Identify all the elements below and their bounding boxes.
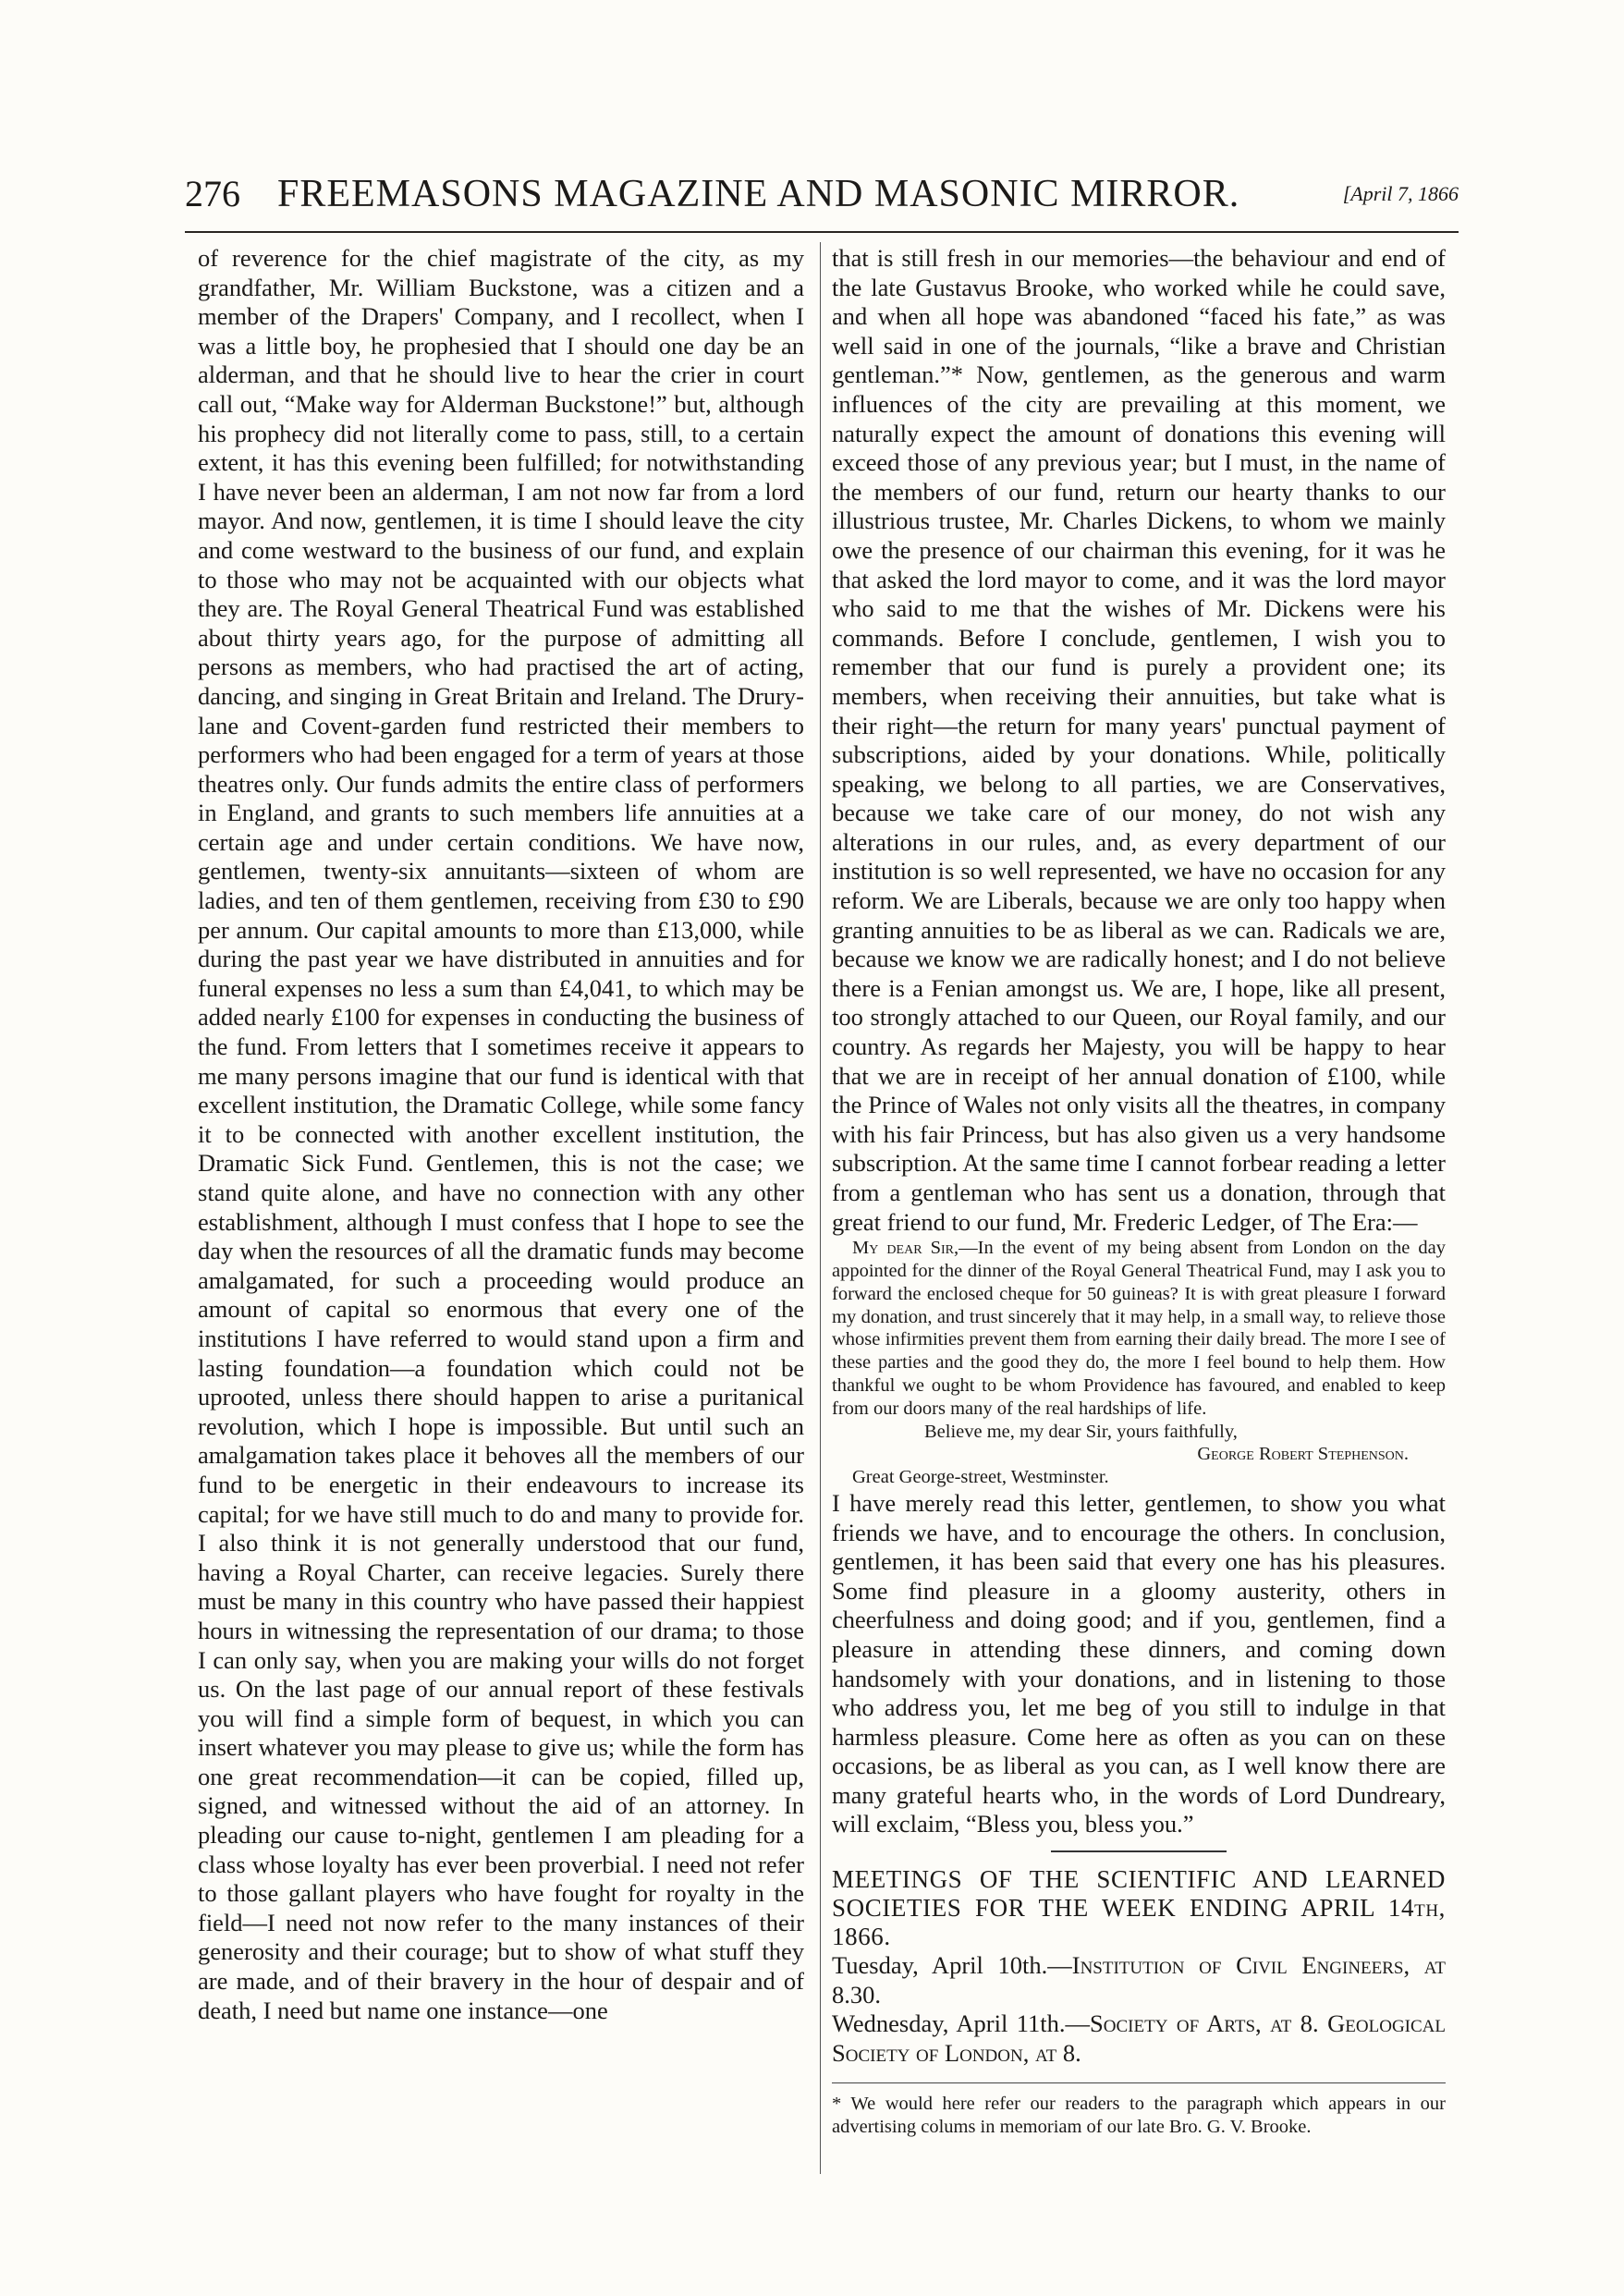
meeting-day: Tuesday, April 10th.— bbox=[832, 1951, 1072, 1980]
left-column-text: of reverence for the chief magistrate of the city, as my grandfather, Mr. William Buckstone, was a citizen and a member of the Drapers' Company, and I recollect, when I was a little boy, he prophesied that I should one day be an alderman, and that he should live to hear the crier in court call out, “Make way for Alderman Buckstone!” but, although his prophecy did not literally come to pass, still, to a certain extent, it has this evening been fulfilled; for notwithstanding I have never been an alderman, I am not now far from a lord mayor. And now, gentlemen, it is time I should leave the city and come westward to the business of our fund, and explain to those who may not be acquainted with our objects what they are. The Royal General Theatrical Fund was established about thirty years ago, for the purpose of admitting all persons as members, who had practised the art of acting, dancing, and singing in Great Britain and Ireland. The Drury-lane and Covent-garden fund restricted their members to performers who had been engaged for a term of years at those theatres only. Our funds admits the entire class of performers in England, and grants to such members life annuities at a certain age and under certain conditions. We have now, gentlemen, twenty-six annuitants—sixteen of whom are ladies, and ten of them gentlemen, receiving from £30 to £90 per annum. Our capital amounts to more than £13,000, while during the past year we have distributed in annuities and for funeral expenses no less a sum than £4,041, to which may be added nearly £100 for expenses in conducting the business of the fund. From letters that I sometimes receive it appears to me many persons imagine that our fund is identical with that excellent institution, the Dramatic College, while some fancy it to be connected with another excellent institution, the Dramatic Sick Fund. Gentlemen, this is not the case; we stand quite alone, and have no connection with any other establishment, although I must confess that I hope to see the day when the resources of all the dramatic funds may become amalgamated, for such a proceeding would produce an amount of capital so enormous that every one of the institutions I have referred to would stand upon a firm and lasting foundation—a foundation which could not be uprooted, unless there should happen to arise a puritanical revolution, which I hope is impossible. But until such an amalgamation takes place it behoves all the members of our fund to be energetic in their endeavours to increase its capital; for we have still much to do and many to provide for. I also think it is not generally understood that our fund, having a Royal Charter, can receive legacies. Surely there must be many in this country who have passed their happiest hours in witnessing the representation of our drama; to those I can only say, when you are making your wills do not forget us. On the last page of our annual report of these festivals you will find a simple form of bequest, in which you can insert whatever you may please to give us; while the form has one great recommendation—it can be copied, filled up, signed, and witnessed without the aid of an attorney. In pleading our cause to-night, gentlemen I am pleading for a class whose loyalty has ever been proverbial. I need not refer to those gallant players who have fought for royalty in the field—I need not now refer to the many instances of their generosity and their courage; but to show of what stuff they are made, and of their bravery in the hour of despair and of death, I need but name one instance—one bbox=[198, 244, 804, 2024]
page-number: 276 bbox=[185, 173, 240, 214]
letter-closing: Believe me, my dear Sir, yours faithfully, bbox=[924, 1421, 1238, 1442]
section-heading-date: 14th, 1866. bbox=[832, 1894, 1446, 1951]
issue-date: [April 7, 1866 bbox=[1342, 182, 1459, 205]
letter-signature: George Robert Stephenson. bbox=[1197, 1444, 1409, 1465]
running-header bbox=[185, 168, 1459, 220]
speech-conclusion: I have merely read this letter, gentlemen, to show you what friends we have, and to encourage the others. In conclusion, gentlemen, it has been said that every one has his pleasures. Some find pleasure in a gloomy austerity, others in cheerfulness and doing good; and if you, gentlemen, find a pleasure in attending these dinners, and coming down handsomely with your donations, and in listening to those who address you, let me beg of you still to indulge in that harmless pleasure. Come here as often as you can on these occasions, be as liberal as you can, as I well know there are many grateful hearts who, in the words of Lord Dundreary, will exclaim, “Bless you, bless you.” bbox=[832, 1488, 1446, 1838]
quoted-letter bbox=[832, 1237, 1446, 1489]
meeting-day: Wednesday, April 11th.— bbox=[832, 2009, 1091, 2038]
letter-salutation: My dear Sir, bbox=[852, 1238, 959, 1259]
left-column bbox=[198, 244, 804, 2025]
meeting-entry bbox=[832, 1951, 1446, 2009]
meeting-society: Society of Arts, at 8. bbox=[1090, 2009, 1319, 2038]
column-separator bbox=[820, 242, 821, 2174]
meeting-society: Geological Society of London, at 8. bbox=[832, 2009, 1446, 2067]
section-heading bbox=[832, 1865, 1446, 1951]
footnote-rule bbox=[832, 2082, 1446, 2083]
speech-continuation: that is still fresh in our memories—the behaviour and end of the late Gustavus Brooke, who worked while he could save, and when all hope was abandoned “faced his fate,” as was well said in one of the journals, “like a brave and Christian gentleman.”* Now, gentlemen, as the generous and warm influences of the city are prevailing at this moment, we naturally expect the amount of donations this evening will exceed those of any previous year; but I must, in the name of the members of our fund, return our hearty thanks to our illustrious trustee, Mr. Charles Dickens, to whom we mainly owe the presence of our chairman this evening, for it was he that asked the lord mayor to come, and it was the lord mayor who said to me that the wishes of Mr. Dickens were his commands. Before I conclude, gentlemen, I wish you to remember that our fund is purely a provident one; its members, when receiving their annuities, but take what is their right—the return for many years' punctual payment of subscriptions, aided by your donations. While, politically speaking, we belong to all parties, we are Conservatives, because we take care of our money, do not wish any alterations in our rules, and, as every department of our institution is so well represented, we have no occasion for any reform. We are Liberals, because we are only too happy when granting annuities to be as liberal as we can. Radicals we are, because we know we are radically honest; and I do not believe there is a Fenian amongst us. We are, I hope, like all present, too strongly attached to our Queen, our Royal family, and our country. As regards her Majesty, you will be happy to hear that we are in receipt of her annual donation of £100, while the Prince of Wales not only visits all the theatres, in company with his fair Princess, but has also given us a very handsome subscription. At the same time I cannot forbear reading a letter from a gentleman who has sent us a donation, through that great friend to our fund, Mr. Frederic Ledger, of The Era:— bbox=[832, 244, 1446, 1236]
footnote: * We would here refer our readers to the paragraph which appears in our advertising colums in memoriam of our late Bro. G. V. Brooke. bbox=[832, 2094, 1446, 2138]
right-column bbox=[832, 244, 1446, 2139]
section-heading-text: MEETINGS OF THE SCIENTIFIC AND LEARNED SOCIETIES FOR THE WEEK ENDING APRIL bbox=[832, 1865, 1446, 1923]
letter-body: —In the event of my being absent from London on the day appointed for the dinner of the Royal General Theatrical Fund, may I ask you to forward the enclosed cheque for 50 guineas? It is with great pleasure I forward my donation, and trust sincerely that it may help, in a small way, to relieve those whose infirmities prevent them from earning their daily bread. The more I see of these parties and the good they do, the more I feel bound to help them. How thankful we ought to be whom Providence has favoured, and enabled to keep from our doors many of the real hardships of life. bbox=[832, 1238, 1446, 1419]
meeting-entry bbox=[832, 2009, 1446, 2068]
section-divider bbox=[1051, 1850, 1227, 1852]
header-rule bbox=[185, 231, 1459, 233]
masthead-title: FREEMASONS MAGAZINE AND MASONIC MIRROR. bbox=[277, 173, 1240, 215]
letter-address: Great George-street, Westminster. bbox=[852, 1467, 1109, 1488]
meeting-society: Institution of Civil Engineers, at 8.30. bbox=[832, 1951, 1446, 2009]
